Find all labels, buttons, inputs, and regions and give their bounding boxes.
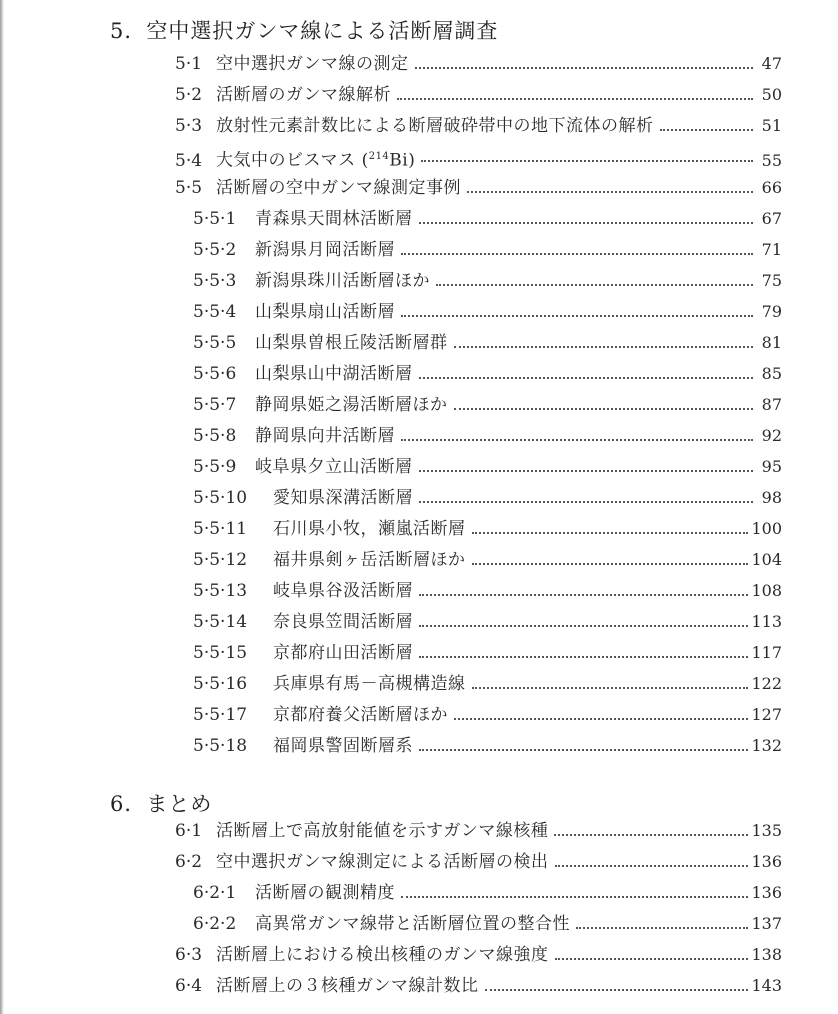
toc-entry-5-5-15[interactable]: [193, 640, 782, 666]
toc-entry-5-3[interactable]: [175, 113, 782, 139]
section-number: 5·5·14: [193, 612, 248, 632]
dot-leader: [472, 532, 749, 534]
section-number: 5·5·2: [193, 240, 237, 260]
dot-leader: [472, 563, 749, 565]
section-number: 5·5·8: [193, 426, 237, 446]
page-number: 137: [751, 914, 782, 933]
toc-entry-5-5-16[interactable]: [193, 671, 782, 697]
toc-entry-5-5-14[interactable]: [193, 609, 782, 635]
dot-leader: [415, 67, 754, 69]
section-title: [216, 144, 415, 174]
toc-entry-5-5-5[interactable]: [193, 330, 782, 356]
section-number: 5·5·4: [193, 302, 237, 322]
toc-entry-6-4[interactable]: [175, 973, 782, 999]
page-number: 136: [751, 883, 782, 902]
dot-leader: [454, 346, 754, 348]
section-title: 石川県小牧，瀬嵐活断層: [273, 519, 466, 539]
toc-entry-5-5[interactable]: [175, 175, 782, 201]
section-title: 活断層上における検出核種のガンマ線強度: [216, 945, 549, 965]
page-number: 113: [751, 612, 782, 631]
section-number: 5·5: [175, 178, 203, 198]
section-number: 5·5·1: [193, 209, 237, 229]
title-text: Bi): [389, 150, 416, 171]
section-title: 静岡県姫之湯活断層ほか: [255, 395, 448, 415]
dot-leader: [555, 865, 749, 867]
dot-leader: [419, 749, 748, 751]
toc-entry-5-5-11[interactable]: [193, 516, 782, 542]
section-title: 福井県剣ヶ岳活断層ほか: [273, 550, 466, 570]
page-number: 85: [761, 364, 782, 383]
dot-leader: [397, 98, 753, 100]
section-title: 岐阜県夕立山活断層: [255, 457, 413, 477]
section-number: 5·5·7: [193, 395, 237, 415]
dot-leader: [467, 191, 753, 193]
section-title: 愛知県深溝活断層: [273, 488, 413, 508]
page-number: 95: [761, 457, 782, 476]
section-title: 山梨県扇山活断層: [255, 302, 395, 322]
page-number: 87: [761, 395, 782, 414]
dot-leader: [419, 656, 748, 658]
section-number: 5·3: [175, 116, 203, 136]
section-title: 新潟県珠川活断層ほか: [255, 271, 430, 291]
section-number: 5·5·5: [193, 333, 237, 353]
section-number: 6·4: [175, 976, 203, 996]
page-number: 71: [761, 240, 782, 259]
section-title: 京都府山田活断層: [273, 643, 413, 663]
toc-entry-5-5-18[interactable]: [193, 733, 782, 759]
section-title: 活断層上で高放射能値を示すガンマ線核種: [216, 821, 549, 841]
chapter-5-heading: 5．空中選択ガンマ線による活断層調査: [110, 19, 499, 43]
page-number: 108: [751, 581, 782, 600]
toc-entry-5-4[interactable]: [175, 144, 782, 170]
section-title: 青森県天間林活断層: [255, 209, 413, 229]
section-number: 6·2·1: [193, 883, 237, 903]
section-number: 5·5·11: [193, 519, 248, 539]
page-number: 51: [761, 116, 782, 135]
dot-leader: [401, 896, 748, 898]
toc-entry-5-5-2[interactable]: [193, 237, 782, 263]
dot-leader: [419, 594, 748, 596]
section-title: 岐阜県谷汲活断層: [273, 581, 413, 601]
toc-entry-5-5-3[interactable]: [193, 268, 782, 294]
page-number: 136: [751, 852, 782, 871]
page-number: 117: [751, 643, 782, 662]
page-number: 122: [751, 674, 782, 693]
dot-leader: [421, 160, 753, 162]
section-title: 活断層の観測精度: [255, 883, 395, 903]
section-title: 空中選択ガンマ線の測定: [216, 54, 409, 74]
dot-leader: [419, 470, 754, 472]
section-number: 6·1: [175, 821, 203, 841]
section-number: 6·3: [175, 945, 203, 965]
toc-entry-6-1[interactable]: [175, 818, 782, 844]
dot-leader: [555, 958, 749, 960]
page-number: 55: [761, 150, 782, 170]
section-number: 5·5·3: [193, 271, 237, 291]
page-number: 127: [751, 705, 782, 724]
page-number: 135: [751, 821, 782, 840]
dot-leader: [419, 222, 754, 224]
section-title: 活断層の空中ガンマ線測定事例: [216, 178, 461, 198]
toc-entry-6-2-2[interactable]: [193, 911, 782, 937]
section-title: 兵庫県有馬－高槻構造線: [273, 674, 466, 694]
dot-leader: [454, 718, 748, 720]
toc-entry-5-5-17[interactable]: [193, 702, 782, 728]
page-number: 66: [761, 178, 782, 197]
dot-leader: [436, 284, 753, 286]
section-title: 京都府養父活断層ほか: [273, 705, 448, 725]
section-number: 5·5·17: [193, 705, 248, 725]
section-number: 5·5·6: [193, 364, 237, 384]
page-number: 98: [761, 488, 782, 507]
toc-entry-6-3[interactable]: [175, 942, 782, 968]
section-number: 5·4: [175, 150, 203, 171]
dot-leader: [419, 377, 754, 379]
page-number: 104: [751, 550, 782, 569]
section-title: 静岡県向井活断層: [255, 426, 395, 446]
toc-entry-5-5-8[interactable]: [193, 423, 782, 449]
toc-entry-5-5-6[interactable]: [193, 361, 782, 387]
dot-leader: [576, 927, 748, 929]
toc-entry-5-5-9[interactable]: [193, 454, 782, 480]
section-title: 新潟県月岡活断層: [255, 240, 395, 260]
section-title: 空中選択ガンマ線測定による活断層の検出: [216, 852, 549, 872]
section-number: 5·5·10: [193, 488, 248, 508]
dot-leader: [472, 687, 749, 689]
section-title: 活断層上の３核種ガンマ線計数比: [216, 976, 479, 996]
section-number: 5·2: [175, 85, 203, 105]
section-number: 5·5·9: [193, 457, 237, 477]
toc-entry-5-5-10[interactable]: [193, 485, 782, 511]
page-number: 92: [761, 426, 782, 445]
page-number: 67: [761, 209, 782, 228]
dot-leader: [419, 625, 748, 627]
section-number: 5·5·12: [193, 550, 248, 570]
page-number: 47: [761, 54, 782, 73]
section-title: 山梨県山中湖活断層: [255, 364, 413, 384]
toc-entry-5-5-13[interactable]: [193, 578, 782, 604]
page-number: 75: [761, 271, 782, 290]
toc-entry-6-2[interactable]: [175, 849, 782, 875]
isotope-mass-number: 214: [368, 151, 390, 162]
section-title: 奈良県笠間活断層: [273, 612, 413, 632]
section-number: 5·5·15: [193, 643, 248, 663]
page-number: 132: [751, 736, 782, 755]
section-number: 6·2: [175, 852, 203, 872]
dot-leader: [401, 253, 753, 255]
section-title: 放射性元素計数比による断層破砕帯中の地下流体の解析: [216, 116, 654, 136]
scan-edge: [0, 0, 4, 1014]
dot-leader: [454, 408, 754, 410]
dot-leader: [401, 439, 753, 441]
section-title: 山梨県曽根丘陵活断層群: [255, 333, 448, 353]
section-number: 5·5·16: [193, 674, 248, 694]
toc-entry-5-5-4[interactable]: [193, 299, 782, 325]
page-number: 81: [761, 333, 782, 352]
title-text: 大気中のビスマス (: [216, 150, 369, 171]
dot-leader: [485, 989, 749, 991]
section-title: 高異常ガンマ線帯と活断層位置の整合性: [255, 914, 570, 934]
dot-leader: [660, 129, 754, 131]
dot-leader: [419, 501, 753, 503]
section-number: 6·2·2: [193, 914, 237, 934]
toc-entry-6-2-1[interactable]: [193, 880, 782, 906]
section-number: 5·5·18: [193, 736, 248, 756]
section-number: 5·1: [175, 54, 203, 74]
toc-entry-5-5-1[interactable]: [193, 206, 782, 232]
page-number: 100: [751, 519, 782, 538]
toc-entry-5-5-12[interactable]: [193, 547, 782, 573]
page-number: 79: [761, 302, 782, 321]
section-title: 福岡県警固断層系: [273, 736, 413, 756]
section-number: 5·5·13: [193, 581, 248, 601]
page-number: 50: [761, 85, 782, 104]
toc-entry-5-1[interactable]: [175, 51, 782, 77]
dot-leader: [554, 834, 748, 836]
page-number: 143: [751, 976, 782, 995]
chapter-6-heading: 6．まとめ: [110, 792, 213, 816]
section-title: 活断層のガンマ線解析: [216, 85, 391, 105]
toc-entry-5-5-7[interactable]: [193, 392, 782, 418]
dot-leader: [401, 315, 753, 317]
page-number: 138: [751, 945, 782, 964]
toc-entry-5-2[interactable]: [175, 82, 782, 108]
